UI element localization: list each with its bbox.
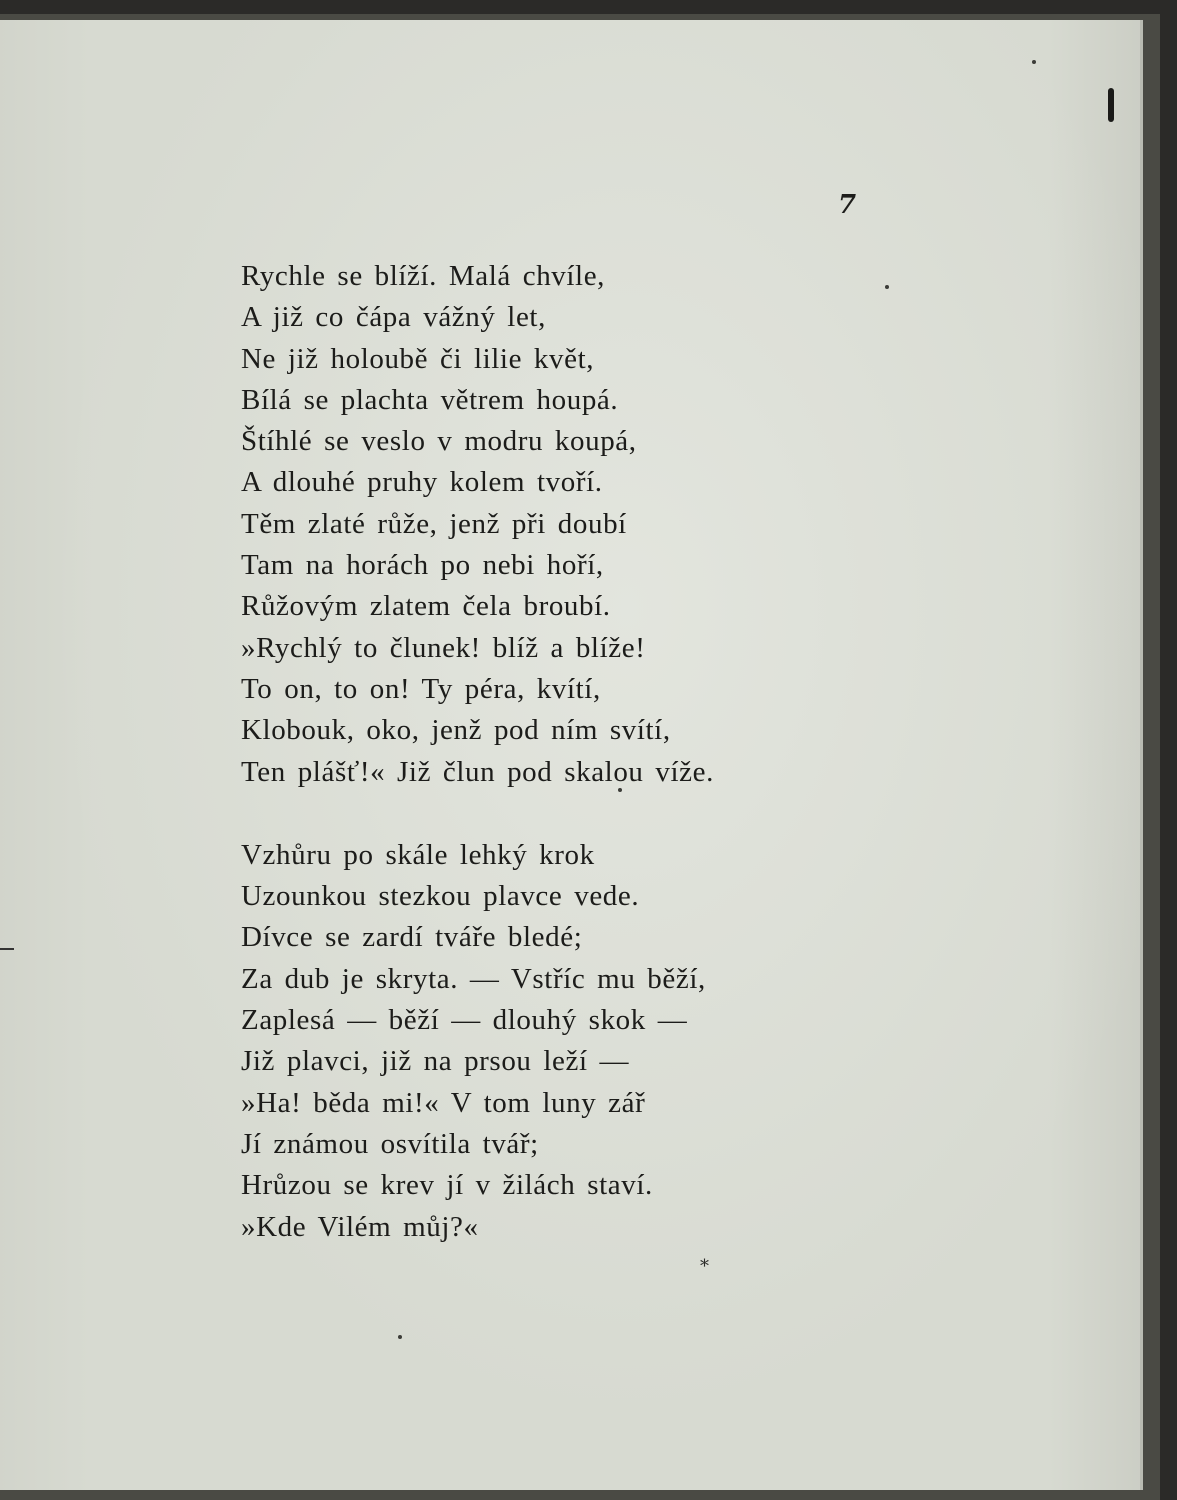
poem-line: A již co čápa vážný let, [241, 301, 546, 334]
poem-line: Klobouk, oko, jenž pod ním svítí, [241, 714, 671, 747]
poem-line: Rychle se blíží. Malá chvíle, [241, 260, 606, 292]
poem-line: Vzhůru po skále lehký krok [241, 838, 595, 871]
end-asterisk: * [700, 1256, 709, 1277]
poem-text [241, 256, 861, 1248]
page-number: 7 [838, 190, 857, 220]
poem-line: Ten plášť!« Již člun pod skalou víže. [241, 755, 714, 788]
stanza-1 [241, 256, 861, 793]
poem-line: Štíhlé se veslo v modru koupá, [241, 425, 637, 458]
poem-line: »Kde Vilém můj?« [241, 1210, 479, 1243]
poem-line: Hrůzou se krev jí v žilách staví. [241, 1169, 653, 1202]
poem-line: »Ha! běda mi!« V tom luny zář [241, 1086, 646, 1119]
poem-line: »Rychlý to člunek! blíž a blíže! [241, 631, 646, 664]
paper-speck [885, 285, 889, 289]
poem-line: Bílá se plachta větrem houpá. [241, 383, 619, 416]
poem-line: Tam na horách po nebi hoří, [241, 549, 604, 582]
stanza-2 [241, 835, 861, 1248]
poem-line: Jí známou osvítila tvář; [241, 1127, 539, 1160]
left-margin-tick [0, 948, 14, 950]
poem-line: Ne již holoubě či lilie květ, [241, 342, 595, 375]
edge-ink-mark [1108, 88, 1114, 122]
poem-line: Růžovým zlatem čela broubí. [241, 590, 611, 623]
poem-line: Dívce se zardí tváře bledé; [241, 921, 583, 954]
poem-line: Těm zlaté růže, jenž při doubí [241, 507, 627, 540]
poem-line: To on, to on! Ty péra, kvítí, [241, 672, 601, 705]
poem-line: Za dub je skryta. — Vstříc mu běží, [241, 962, 706, 995]
paper-sheet [0, 20, 1143, 1490]
poem-line: Zaplesá — běží — dlouhý skok — [241, 1004, 688, 1037]
poem-line: A dlouhé pruhy kolem tvoří. [241, 466, 603, 499]
paper-speck [398, 1335, 402, 1339]
paper-speck [1032, 60, 1036, 64]
poem-line: Již plavci, již na prsou leží — [241, 1045, 630, 1078]
poem-line: Uzounkou stezkou plavce vede. [241, 880, 640, 913]
